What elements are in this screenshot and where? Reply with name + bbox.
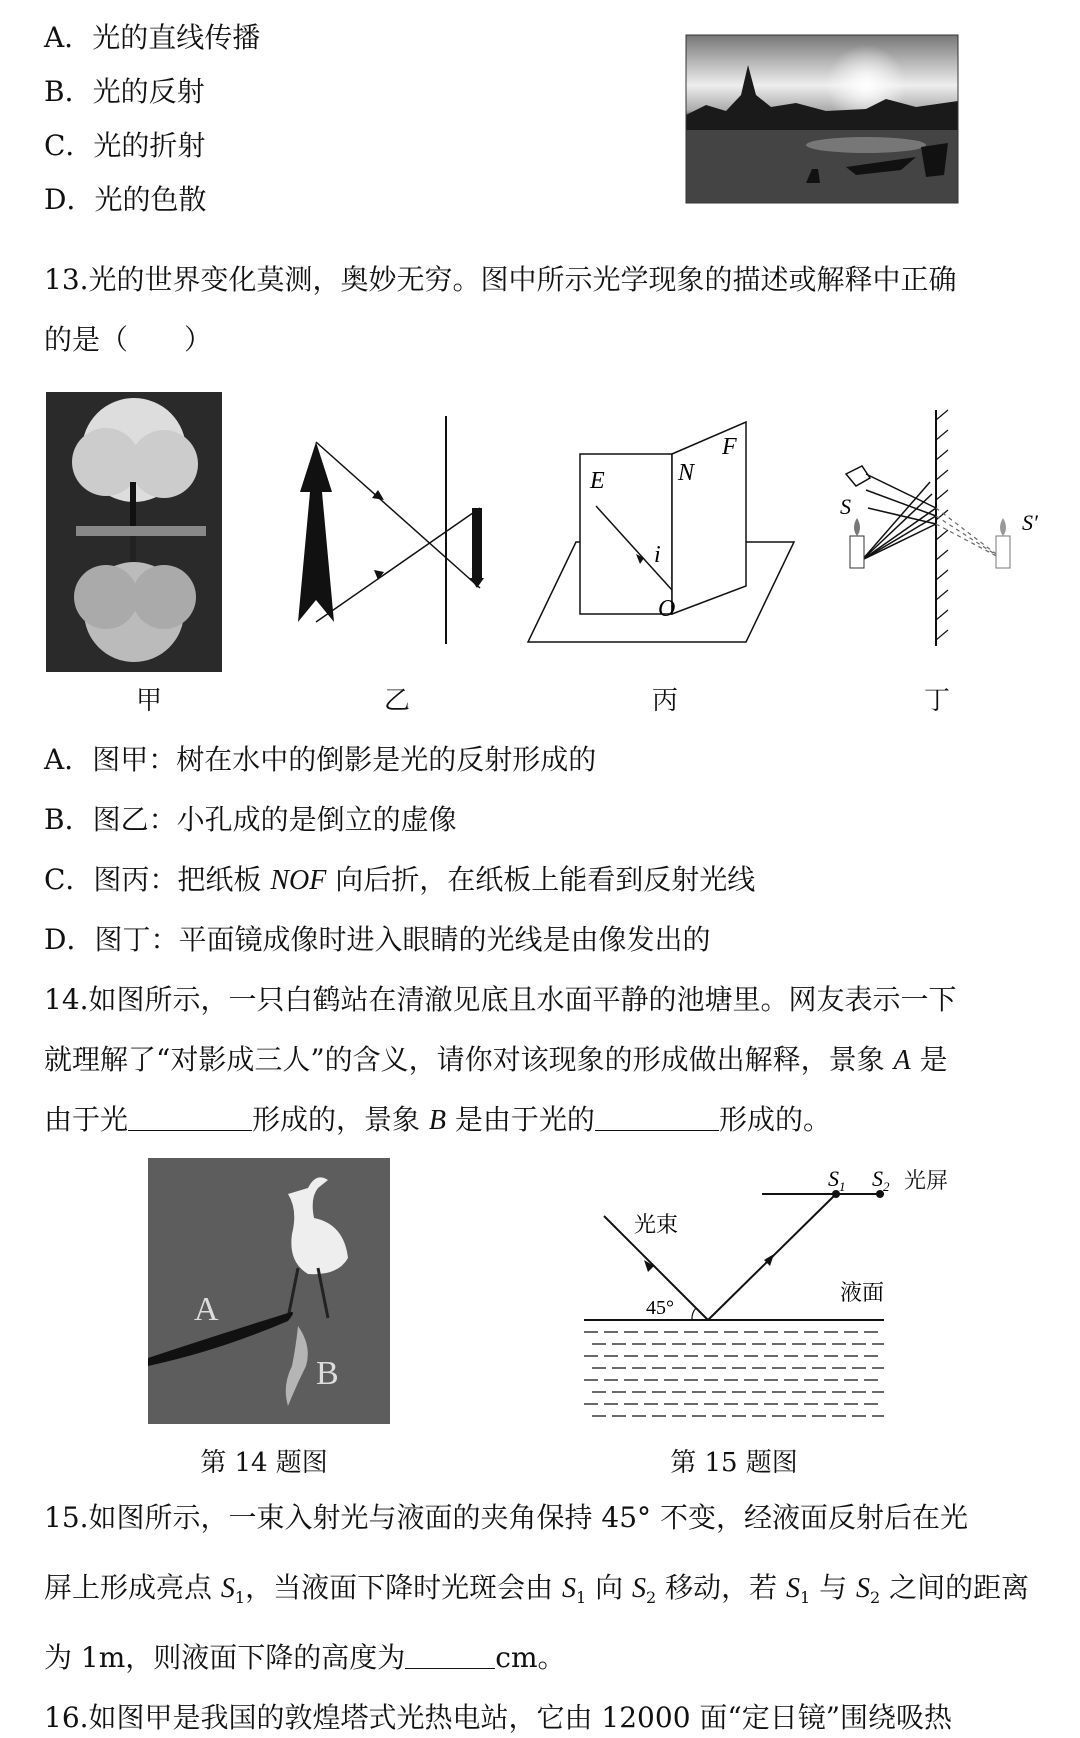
eye-icon	[846, 466, 870, 486]
fig-screen-label: 光屏	[904, 1169, 949, 1194]
photo-label-a: A	[194, 1291, 219, 1328]
caption-jia: 甲	[135, 686, 162, 716]
caption-q14: 第 14 题图	[200, 1448, 328, 1478]
q12-option-c: C．光的折射	[44, 129, 206, 162]
fig-jia-tree-photo	[46, 392, 222, 672]
answer-blank-a[interactable]	[128, 1104, 252, 1131]
q14-line3: 由于光 形成的，景象 B 是由于光的 形成的。	[44, 1103, 831, 1136]
q14-line2: 就理解了“对影成三人”的含义，请你对该现象的形成做出解释，景象 A 是	[44, 1043, 948, 1076]
q15-figure	[584, 1160, 890, 1428]
q13-option-d: D．图丁：平面镜成像时进入眼睛的光线是由像发出的	[44, 923, 711, 956]
fig-bing-board	[526, 418, 804, 650]
q13-option-b: B．图乙：小孔成的是倒立的虚像	[44, 803, 457, 836]
q14-line1: 14.如图所示，一只白鹤站在清澈见底且水面平静的池塘里。网友表示一下	[44, 983, 957, 1016]
q13-option-c: C．图丙：把纸板 NOF 向后折，在纸板上能看到反射光线	[44, 863, 756, 896]
fig-angle-label: 45°	[646, 1297, 674, 1319]
photo-label-b: B	[316, 1355, 339, 1392]
fig-ding-mirror	[826, 410, 1056, 646]
q14-egret-photo	[148, 1158, 390, 1424]
q12-option-b: B．光的反射	[44, 75, 205, 108]
label-f: F	[722, 434, 737, 460]
fig-s1: $S_1$	[828, 1166, 846, 1194]
answer-blank-c[interactable]	[405, 1642, 495, 1669]
fig-beam-label: 光束	[634, 1212, 679, 1237]
q13-stem-line2: 的是（ ）	[44, 323, 213, 356]
label-o: O	[658, 596, 676, 622]
q15-line1: 15.如图所示，一束入射光与液面的夹角保持 45° 不变，经液面反射后在光	[44, 1501, 968, 1534]
caption-ding: 丁	[923, 686, 950, 716]
label-s-prime: S′	[1022, 510, 1038, 535]
label-i: i	[654, 542, 661, 568]
q12-option-d: D．光的色散	[44, 183, 207, 216]
q16-line1: 16.如图甲是我国的敦煌塔式光热电站，它由 12000 面“定日镜”围绕吸热	[44, 1701, 953, 1734]
caption-bing: 丙	[651, 686, 678, 716]
q13-option-a: A．图甲：树在水中的倒影是光的反射形成的	[44, 743, 597, 776]
q15-line2: 屏上形成亮点 $S_1$，当液面下降时光斑会由 $S_1$ 向 $S_2$ 移动，若 $S_1$ 与 $S_2$ 之间的距离	[44, 1571, 1030, 1607]
label-e: E	[590, 468, 605, 494]
q12-lake-photo	[686, 35, 958, 203]
caption-yi: 乙	[383, 686, 410, 716]
label-n: N	[678, 460, 695, 486]
fig-yi-pinhole	[292, 412, 492, 648]
answer-blank-b[interactable]	[595, 1104, 719, 1131]
fig-liquid-label: 液面	[840, 1280, 885, 1305]
fig-s2: $S_2$	[872, 1166, 890, 1194]
q12-option-a: A．光的直线传播	[44, 21, 261, 54]
q15-line3: 为 1m，则液面下降的高度为 cm。	[44, 1641, 566, 1674]
label-s: S	[840, 494, 851, 519]
caption-q15: 第 15 题图	[670, 1448, 798, 1478]
q13-stem-line1: 13.光的世界变化莫测，奥妙无穷。图中所示光学现象的描述或解释中正确	[44, 263, 957, 296]
